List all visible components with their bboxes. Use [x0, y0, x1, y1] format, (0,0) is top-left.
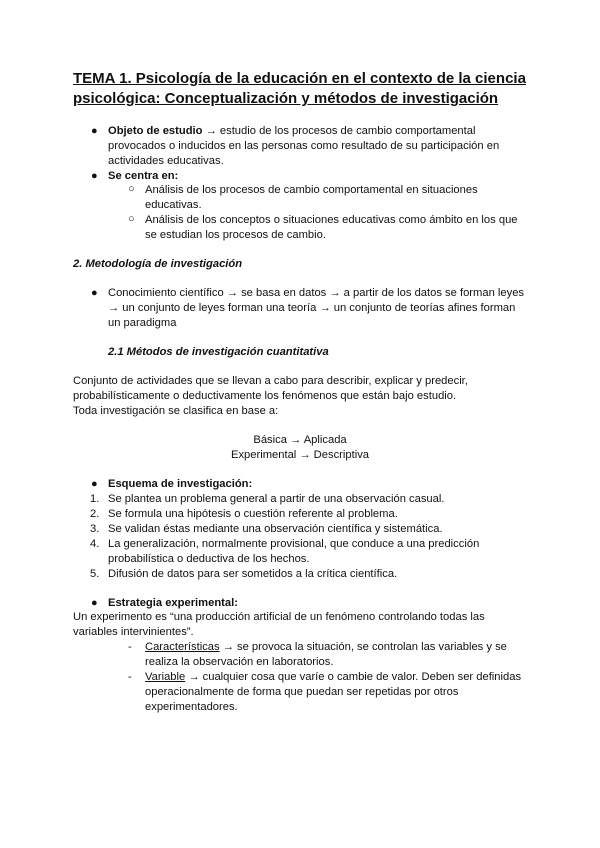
variable-text: → cualquier cosa que varíe o cambie de valor. Deben ser definidas — [185, 671, 522, 683]
section21-para-line-2: probabilísticamente o deductivamente los fenómenos que están bajo estudio. — [73, 390, 457, 402]
estrategia-para-line-2: variables intervinientes”. — [73, 626, 194, 638]
objeto-label: Objeto de estudio — [108, 125, 203, 137]
caracteristicas-link: Características — [145, 641, 220, 653]
variable-line-3: experimentadores. — [145, 701, 238, 713]
sub1-line-2: educativas. — [145, 199, 202, 211]
section21-heading: 2.1 Métodos de investigación cuantitativa — [108, 346, 329, 358]
objeto-line-1 — [108, 124, 475, 139]
objeto-line-3: actividades educativas. — [108, 155, 224, 167]
circle-bullet: ○ — [128, 183, 135, 195]
sub1-line-1: Análisis de los procesos de cambio comportamental en situaciones — [145, 184, 478, 196]
esquema-item-3: Se validan éstas mediante una observación científica y sistemática. — [108, 523, 443, 535]
bullet-dot: ● — [91, 170, 98, 182]
caracteristicas-text: → se provoca la situación, se controlan las variables y se — [219, 641, 507, 653]
esquema-item-4-line-2: probabilística o deductiva de los hechos. — [108, 553, 310, 565]
bullet-dot: ● — [91, 125, 98, 137]
section2-line-3: un paradigma — [108, 317, 177, 329]
page-title — [73, 69, 543, 109]
variable-line-1 — [145, 670, 521, 685]
classification-2: Experimental → Descriptiva — [230, 449, 370, 461]
sub2-line-2: se estudian los procesos de cambio. — [145, 229, 326, 241]
esquema-num-4: 4. — [90, 538, 100, 550]
classification-1: Básica → Aplicada — [253, 434, 347, 446]
esquema-label: Esquema de investigación: — [108, 478, 253, 490]
estrategia-para-line-1: Un experimento es “una producción artificial de un fenómeno controlando todas las — [73, 611, 485, 623]
esquema-num-3: 3. — [90, 523, 100, 535]
section2-line-1: Conocimiento científico → se basa en datos → a partir de los datos se forman leyes — [108, 287, 525, 299]
objeto-text: → estudio de los procesos de cambio comportamental — [202, 125, 476, 137]
esquema-item-5: Difusión de datos para ser sometidos a la crítica científica. — [108, 568, 398, 580]
centra-label: Se centra en: — [108, 170, 179, 182]
caracteristicas-line-1 — [145, 640, 507, 655]
esquema-num-1: 1. — [90, 493, 100, 505]
variable-line-2: operacionalmente de forma que puedan ser repetidas por otros — [145, 686, 459, 698]
dash-bullet: - — [128, 641, 132, 653]
estrategia-label: Estrategia experimental: — [108, 597, 238, 609]
bullet-dot: ● — [91, 597, 98, 609]
esquema-num-2: 2. — [90, 508, 100, 520]
variable-link: Variable — [145, 671, 186, 683]
section21-para-line-1: Conjunto de actividades que se llevan a cabo para describir, explicar y predecir, — [73, 375, 468, 387]
title-line-2: psicológica: Conceptualización y métodos de investigación — [73, 90, 499, 107]
caracteristicas-line-2: realiza la observación en laboratorios. — [145, 656, 334, 668]
section2-heading: 2. Metodología de investigación — [73, 258, 243, 270]
section21-para-line-3: Toda investigación se clasifica en base a: — [73, 405, 279, 417]
esquema-item-4-line-1: La generalización, normalmente provisional, que conduce a una predicción — [108, 538, 480, 550]
esquema-item-1: Se plantea un problema general a partir de una observación casual. — [108, 493, 445, 505]
esquema-item-2: Se formula una hipótesis o cuestión referente al problema. — [108, 508, 398, 520]
objeto-line-2: provocados o inducidos en las personas como resultado de su participación en — [108, 140, 500, 152]
bullet-dot: ● — [91, 287, 98, 299]
dash-bullet: - — [128, 671, 132, 683]
title-line-1: TEMA 1. Psicología de la educación en el contexto de la ciencia — [73, 70, 526, 87]
esquema-num-5: 5. — [90, 568, 100, 580]
bullet-dot: ● — [91, 478, 98, 490]
circle-bullet: ○ — [128, 213, 135, 225]
section2-line-2: → un conjunto de leyes forman una teoría → un conjunto de teorías afines forman — [108, 302, 516, 314]
sub2-line-1: Análisis de los conceptos o situaciones educativas como ámbito en los que — [145, 214, 518, 226]
